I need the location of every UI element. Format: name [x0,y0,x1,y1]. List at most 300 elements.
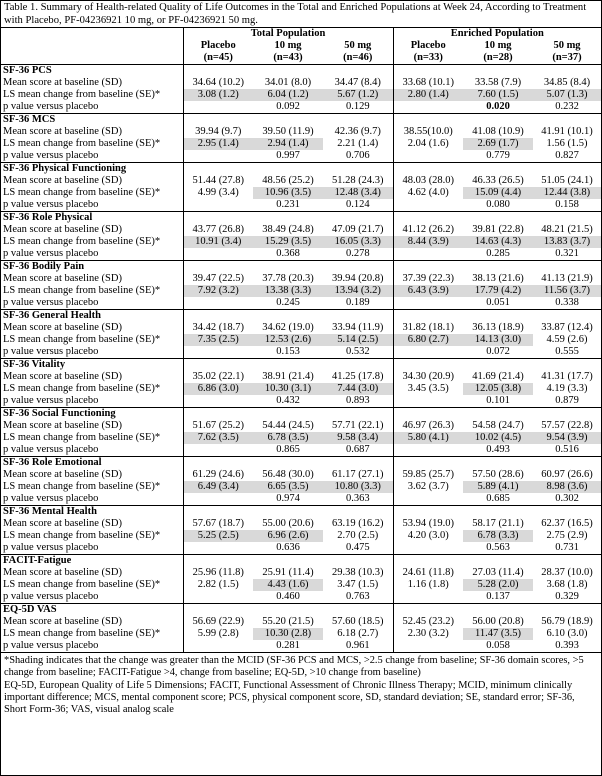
column-header: 10 mg [274,40,302,51]
empty-cell [463,359,533,372]
empty-cell [463,457,533,470]
pvalue-value [183,297,253,310]
baseline-value: 39.94 (9.7) [183,126,253,138]
change-value: 12.48 (3.4) [323,187,393,199]
baseline-value: 36.13 (18.9) [472,322,524,333]
pvalue-value: 0.865 [276,444,300,455]
baseline-value: 39.47 (22.5) [183,273,253,285]
change-value: 7.60 (1.5) [463,89,533,101]
pvalue-row [1,150,601,163]
pvalue-value: 0.961 [345,640,370,651]
baseline-value: 61.17 (27.1) [331,469,384,480]
change-value: 6.80 (2.7) [393,334,463,346]
pvalue-label: p value versus placebo [3,150,99,161]
column-n: (n=46) [343,52,373,63]
change-value: 6.10 (3.0) [546,628,588,639]
baseline-value: 33.58 (7.9) [474,77,522,88]
baseline-label: Mean score at baseline (SD) [3,224,122,235]
baseline-value: 34.64 (10.2) [183,77,253,89]
pvalue-value: 0.516 [555,444,579,455]
baseline-value: 25.91 (11.4) [262,567,314,578]
column-header: 50 mg [553,40,581,51]
change-value: 12.05 (3.8) [463,383,533,395]
baseline-value: 61.29 (24.6) [183,469,253,481]
pvalue-value: 0.475 [345,542,370,553]
change-row [1,383,601,395]
pvalue-value [183,101,253,114]
empty-cell [253,555,323,568]
baseline-value: 24.61 (11.8) [393,567,463,579]
baseline-value: 56.79 (18.9) [541,616,593,627]
empty-cell [253,65,323,78]
pvalue-value [393,493,463,506]
pvalue-value [183,444,253,457]
empty-cell [533,408,601,421]
pvalue-value: 0.706 [345,150,370,161]
empty-cell [253,604,323,617]
baseline-value: 34.01 (8.0) [264,77,312,88]
empty-cell [533,65,601,78]
change-value: 6.49 (3.4) [183,481,253,493]
pvalue-value: 0.368 [276,248,300,259]
pvalue-value: 0.779 [486,150,510,161]
change-label: LS mean change from baseline (SE)* [3,187,161,198]
empty-cell [463,212,533,225]
pvalue-value: 0.731 [555,542,579,553]
empty-cell [393,212,463,225]
baseline-value: 34.42 (18.7) [183,322,253,334]
section-title-row [1,359,601,372]
change-value: 4.59 (2.6) [546,334,588,345]
baseline-value: 33.87 (12.4) [541,322,593,333]
change-value: 6.78 (3.3) [463,530,533,542]
empty-cell [463,261,533,274]
empty-cell [183,408,253,421]
empty-cell [253,212,323,225]
pvalue-label: p value versus placebo [3,248,99,259]
baseline-value: 56.48 (30.0) [262,469,314,480]
pvalue-value: 0.051 [486,297,510,308]
baseline-label: Mean score at baseline (SD) [3,567,122,578]
group-enriched-header: Enriched Population [393,28,601,41]
pvalue-value: 0.092 [276,101,300,112]
pvalue-value: 0.685 [486,493,510,504]
empty-cell [393,163,463,176]
pvalue-value: 0.158 [555,199,579,210]
section-title-row [1,261,601,274]
baseline-row [1,322,601,334]
change-label: LS mean change from baseline (SE)* [3,285,161,296]
section-title: SF-36 Role Emotional [1,457,183,470]
pvalue-value: 0.020 [486,101,510,112]
change-value: 2.70 (2.5) [337,530,379,541]
pvalue-value: 0.879 [555,395,579,406]
pvalue-value [393,542,463,555]
empty-cell [183,457,253,470]
pvalue-row [1,640,601,652]
empty-cell [533,261,601,274]
baseline-value: 54.44 (24.5) [262,420,314,431]
change-value: 3.47 (1.5) [337,579,379,590]
empty-cell [463,114,533,127]
change-value: 11.56 (3.7) [533,285,601,297]
change-value: 3.62 (3.7) [393,481,463,493]
empty-cell [253,261,323,274]
pvalue-value: 0.245 [276,297,300,308]
pvalue-value [183,395,253,408]
pvalue-value: 0.080 [486,199,510,210]
empty-cell [323,310,393,323]
column-header: Placebo [393,40,463,52]
baseline-label: Mean score at baseline (SD) [3,322,122,333]
baseline-value: 43.77 (26.8) [183,224,253,236]
baseline-value: 25.96 (11.8) [183,567,253,579]
baseline-value: 57.50 (28.6) [472,469,524,480]
pvalue-row [1,199,601,212]
baseline-label: Mean score at baseline (SD) [3,616,122,627]
empty-cell [533,555,601,568]
change-value: 7.92 (3.2) [183,285,253,297]
baseline-value: 37.78 (20.3) [262,273,314,284]
empty-cell [183,555,253,568]
empty-cell [533,163,601,176]
baseline-value: 56.69 (22.9) [183,616,253,628]
empty-cell [253,163,323,176]
change-label: LS mean change from baseline (SE)* [3,334,161,345]
change-label: LS mean change from baseline (SE)* [3,89,161,100]
pvalue-value: 0.555 [555,346,579,357]
empty-cell [533,114,601,127]
empty-cell [463,604,533,617]
empty-cell [183,261,253,274]
empty-cell [183,604,253,617]
change-value: 6.96 (2.6) [253,530,323,542]
change-value: 5.89 (4.1) [463,481,533,493]
change-value: 7.62 (3.5) [183,432,253,444]
baseline-value: 57.60 (18.5) [331,616,384,627]
change-value: 6.04 (1.2) [253,89,323,101]
empty-cell [463,555,533,568]
pvalue-value: 0.363 [345,493,370,504]
empty-cell [393,506,463,519]
pvalue-value [393,199,463,212]
empty-cell [393,65,463,78]
change-row [1,89,601,101]
change-row [1,334,601,346]
section-title: SF-36 Vitality [1,359,183,372]
baseline-label: Mean score at baseline (SD) [3,77,122,88]
empty-cell [393,114,463,127]
change-value: 4.20 (3.0) [393,530,463,542]
baseline-value: 41.25 (17.8) [331,371,384,382]
pvalue-value [393,640,463,652]
pvalue-value [183,346,253,359]
empty-cell [183,310,253,323]
change-value: 8.98 (3.6) [533,481,601,493]
baseline-value: 46.33 (26.5) [472,175,524,186]
change-value: 16.05 (3.3) [323,236,393,248]
change-label: LS mean change from baseline (SE)* [3,530,161,541]
baseline-value: 41.31 (17.7) [541,371,593,382]
pvalue-value [183,248,253,261]
change-value: 6.65 (3.5) [253,481,323,493]
pvalue-value [183,591,253,604]
pvalue-value [393,346,463,359]
change-value: 1.56 (1.5) [546,138,588,149]
change-value: 15.09 (4.4) [463,187,533,199]
section-title: SF-36 Mental Health [1,506,183,519]
baseline-value: 58.17 (21.1) [472,518,524,529]
baseline-value: 29.38 (10.3) [331,567,384,578]
group-header-row [1,28,601,41]
change-value: 2.95 (1.4) [183,138,253,150]
baseline-value: 28.37 (10.0) [541,567,593,578]
empty-cell [183,359,253,372]
baseline-row [1,273,601,285]
section-title: FACIT-Fatigue [1,555,183,568]
change-value: 2.30 (3.2) [393,628,463,640]
baseline-value: 31.82 (18.1) [393,322,463,334]
change-label: LS mean change from baseline (SE)* [3,481,161,492]
change-value: 8.44 (3.9) [393,236,463,248]
empty-cell [533,457,601,470]
pvalue-value: 0.763 [345,591,370,602]
pvalue-row [1,444,601,457]
baseline-row [1,518,601,530]
empty-cell [393,408,463,421]
change-value: 3.08 (1.2) [183,89,253,101]
change-value: 5.07 (1.3) [533,89,601,101]
baseline-value: 62.37 (16.5) [541,518,593,529]
section-title: SF-36 MCS [1,114,183,127]
change-label: LS mean change from baseline (SE)* [3,432,161,443]
baseline-row [1,469,601,481]
baseline-value: 48.21 (21.5) [541,224,593,235]
empty-cell [463,506,533,519]
empty-cell [393,457,463,470]
change-row [1,187,601,199]
column-n: (n=43) [273,52,303,63]
change-value: 10.02 (4.5) [463,432,533,444]
baseline-value: 47.09 (21.7) [331,224,384,235]
baseline-value: 51.28 (24.3) [331,175,384,186]
pvalue-value: 0.329 [555,591,579,602]
empty-cell [323,163,393,176]
baseline-value: 51.67 (25.2) [183,420,253,432]
empty-cell [463,163,533,176]
baseline-row [1,126,601,138]
pvalue-value [393,248,463,261]
empty-cell [463,65,533,78]
pvalue-label: p value versus placebo [3,493,99,504]
column-header: 50 mg [344,40,372,51]
change-label: LS mean change from baseline (SE)* [3,628,161,639]
pvalue-label: p value versus placebo [3,640,99,651]
pvalue-value [393,591,463,604]
section-title-row [1,408,601,421]
empty-cell [323,555,393,568]
pvalue-value: 0.232 [555,101,579,112]
change-value: 15.29 (3.5) [253,236,323,248]
pvalue-label: p value versus placebo [3,346,99,357]
baseline-value: 38.13 (21.6) [472,273,524,284]
change-value: 1.16 (1.8) [393,579,463,591]
change-value: 13.38 (3.3) [253,285,323,297]
pvalue-value: 0.072 [486,346,510,357]
pvalue-value: 0.893 [345,395,370,406]
pvalue-value: 0.827 [555,150,579,161]
column-n: (n=28) [483,52,513,63]
change-value: 13.83 (3.7) [533,236,601,248]
pvalue-value: 0.338 [555,297,579,308]
baseline-value: 33.68 (10.1) [393,77,463,89]
empty-cell [533,359,601,372]
section-title: SF-36 Bodily Pain [1,261,183,274]
pvalue-row [1,395,601,408]
baseline-label: Mean score at baseline (SD) [3,175,122,186]
footnote-shading: *Shading indicates that the change was greater than the MCID (SF-36 PCS and MCS, >2.5 change from baseline; SF-36 domain scores, >5 change from baseline; FACIT-Fatigue >4, change from baseline; EQ-5D, >10 change from baseline) [4,655,584,679]
empty-cell [183,506,253,519]
baseline-value: 39.50 (11.9) [262,126,314,137]
empty-cell [183,114,253,127]
baseline-row [1,175,601,187]
baseline-value: 59.85 (25.7) [393,469,463,481]
empty-cell [393,310,463,323]
change-value: 5.14 (2.5) [323,334,393,346]
section-title-row [1,457,601,470]
empty-cell [533,604,601,617]
change-value: 6.43 (3.9) [393,285,463,297]
section-title: SF-36 General Health [1,310,183,323]
change-value: 17.79 (4.2) [463,285,533,297]
baseline-label: Mean score at baseline (SD) [3,126,122,137]
pvalue-value: 0.137 [486,591,510,602]
pvalue-value [393,297,463,310]
section-title-row [1,604,601,617]
section-title: SF-36 Physical Functioning [1,163,183,176]
empty-cell [323,457,393,470]
pvalue-value: 0.189 [345,297,370,308]
pvalue-value: 0.460 [276,591,300,602]
pvalue-value: 0.101 [486,395,510,406]
pvalue-value: 0.532 [345,346,370,357]
baseline-value: 41.91 (10.1) [541,126,593,137]
change-value: 9.58 (3.4) [323,432,393,444]
pvalue-value: 0.285 [486,248,510,259]
pvalue-label: p value versus placebo [3,591,99,602]
footnote-abbreviations: EQ-5D, European Quality of Life 5 Dimensions; FACIT, Functional Assessment of Chronic Illness Therapy; MCID, minimum clinically important difference; MCS, mental component score; PCS, physical component score, SD, standard deviation; SE, standard error; SF-36, Short Form-36; VAS, visual analog scale [4,679,575,716]
change-value: 11.47 (3.5) [463,628,533,640]
column-n: (n=45) [183,52,253,65]
baseline-value: 41.08 (10.9) [472,126,524,137]
baseline-label: Mean score at baseline (SD) [3,518,122,529]
baseline-value: 48.03 (28.0) [393,175,463,187]
baseline-value: 52.45 (23.2) [393,616,463,628]
change-value: 5.28 (2.0) [463,579,533,591]
pvalue-value: 0.432 [276,395,300,406]
pvalue-row [1,248,601,261]
column-header: 10 mg [484,40,512,51]
baseline-value: 53.94 (19.0) [393,518,463,530]
change-value: 6.78 (3.5) [253,432,323,444]
pvalue-row [1,297,601,310]
baseline-label: Mean score at baseline (SD) [3,371,122,382]
change-value: 5.67 (1.2) [323,89,393,101]
pvalue-value: 0.997 [276,150,300,161]
change-value: 2.75 (2.9) [546,530,588,541]
empty-cell [533,506,601,519]
pvalue-value: 0.321 [555,248,579,259]
pvalue-value: 0.231 [276,199,300,210]
section-title: SF-36 PCS [1,65,183,78]
section-title-row [1,163,601,176]
table-footnotes [1,652,601,716]
empty-cell [323,65,393,78]
pvalue-value: 0.974 [276,493,300,504]
baseline-value: 41.12 (26.2) [393,224,463,236]
hrqol-table [1,27,601,652]
table-caption: Table 1. Summary of Health-related Quality of Life Outcomes in the Total and Enriched Populations at Week 24, According to Treatment with Placebo, PF-04236921 10 mg, or PF-04236921 50 mg. [4,2,587,26]
change-value: 9.54 (3.9) [533,432,601,444]
baseline-row [1,77,601,89]
baseline-value: 57.67 (18.7) [183,518,253,530]
empty-cell [463,408,533,421]
baseline-value: 55.20 (21.5) [262,616,314,627]
baseline-value: 42.36 (9.7) [334,126,381,137]
change-value: 14.13 (3.0) [463,334,533,346]
empty-cell [323,506,393,519]
change-row [1,530,601,542]
empty-cell [323,114,393,127]
pvalue-label: p value versus placebo [3,444,99,455]
pvalue-value [183,199,253,212]
pvalue-label: p value versus placebo [3,199,99,210]
empty-cell [183,212,253,225]
empty-cell [533,212,601,225]
pvalue-value [183,640,253,652]
baseline-row [1,420,601,432]
change-row [1,481,601,493]
empty-cell [393,359,463,372]
baseline-value: 41.13 (21.9) [541,273,593,284]
section-title: SF-36 Role Physical [1,212,183,225]
baseline-value: 34.47 (8.4) [334,77,381,88]
pvalue-value [183,493,253,506]
change-row [1,236,601,248]
baseline-row [1,371,601,383]
pvalue-value: 0.124 [345,199,370,210]
baseline-row [1,567,601,579]
change-value: 4.43 (1.6) [253,579,323,591]
section-title-row [1,212,601,225]
change-value: 7.35 (2.5) [183,334,253,346]
baseline-value: 51.05 (24.1) [541,175,593,186]
column-header: Placebo [183,40,253,52]
change-value: 5.25 (2.5) [183,530,253,542]
change-row [1,138,601,150]
empty-cell [183,65,253,78]
change-label: LS mean change from baseline (SE)* [3,579,161,590]
column-name-row [1,40,601,52]
pvalue-value: 0.563 [486,542,510,553]
pvalue-value [393,101,463,114]
baseline-value: 33.94 (11.9) [332,322,384,333]
empty-cell [183,163,253,176]
empty-cell [253,457,323,470]
pvalue-value: 0.493 [486,444,510,455]
pvalue-value [393,395,463,408]
baseline-value: 34.30 (20.9) [393,371,463,383]
